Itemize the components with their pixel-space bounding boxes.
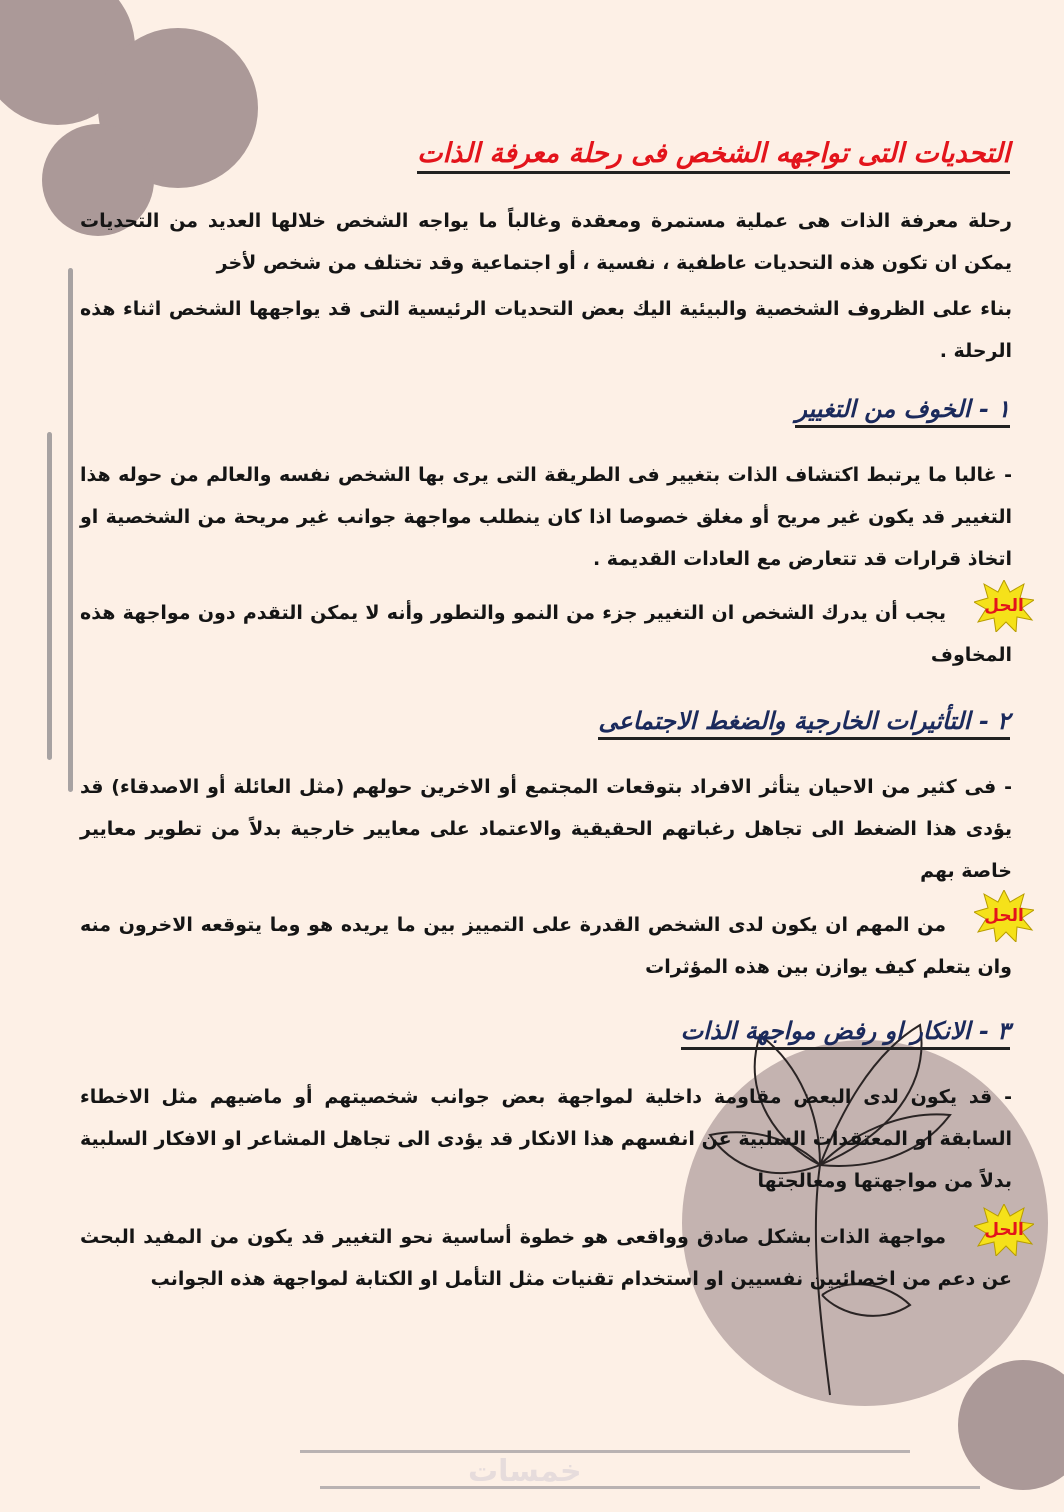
solution-text-2 [80, 904, 1012, 988]
decor-line-bottom-2 [320, 1486, 980, 1489]
section-body-1: - غالبا ما يرتبط اكتشاف الذات بتغيير فى الطريقة التى يرى بها الشخص نفسه والعالم من حوله هذا التغيير قد يكون غير مريح أو مغلق خصوصا اذا كان ينطلب مواجهة جوانب غير مريحة من الشخصية او اتخاذ قرارات قد تتعارض مع العادات القديمة . [80, 464, 1012, 570]
page-title: التحديات التى تواجهه الشخص فى رحلة معرفة الذات [417, 138, 1010, 174]
solution-label-1: الحل [984, 596, 1024, 616]
watermark: خمسات [468, 1454, 582, 1489]
solution-text-1 [80, 592, 1012, 676]
intro-paragraph-1: رحلة معرفة الذات هى عملية مستمرة ومعقدة وغالباً ما يواجه الشخص خلالها العديد من التحديات يمكن ان تكون هذه التحديات عاطفية ، نفسية ، أو اجتماعية وقد تختلف من شخص لأخر [80, 210, 1012, 274]
flower-line-art [700, 995, 960, 1415]
intro-paragraph-2: بناء على الظروف الشخصية والبيئية اليك بعض التحديات الرئيسية التى قد يواجهها الشخص اثناء هذه الرحلة . [80, 298, 1012, 362]
solution-text-3-content: مواجهة الذات بشكل صادق وواقعى هو خطوة أساسية نحو التغيير قد يكون من المفيد البحث عن دعم من اخصائيين نفسيين او استخدام تقنيات مثل التأمل او الكتابة لمواجهة هذه الجوانب [80, 1226, 1012, 1290]
solution-text-3 [80, 1216, 1012, 1300]
solution-text-1-content: يجب أن يدرك الشخص ان التغيير جزء من النمو والتطور وأنه لا يمكن التقدم دون مواجهة هذه المخاوف [80, 602, 1012, 666]
decor-circle-bottom-small [958, 1360, 1064, 1490]
section-heading-1: ١ - الخوف من التغيير [795, 394, 1010, 428]
decor-line-left-tall [47, 432, 52, 760]
solution-label-2: الحل [984, 906, 1024, 926]
decor-line-left-short [68, 268, 73, 792]
solution-label-3: الحل [984, 1220, 1024, 1240]
section-heading-3: ٣ - الانكار او رفض مواجهة الذات [681, 1016, 1010, 1050]
solution-text-2-content: من المهم ان يكون لدى الشخص القدرة على التمييز بين ما يريده هو وما يتوقعه الاخرون منه وان يتعلم كيف يوازن بين هذه المؤثرات [80, 914, 1012, 978]
section-body-3: - قد يكون لدى البعض مقاومة داخلية لمواجهة بعض جوانب شخصيتهم أو ماضيهم مثل الاخطاء السابقة او المعتقدات السلبية عن انفسهم هذا الانكار قد يؤدى الى تجاهل المشاعر او الافكار السلبية بدلاً من مواجهتها ومعالجتها [80, 1086, 1012, 1192]
decor-line-bottom-1 [300, 1450, 910, 1453]
section-body-2: - فى كثير من الاحيان يتأثر الافراد بتوقعات المجتمع أو الاخرين حولهم (مثل العائلة أو الاصدقاء) قد يؤدى هذا الضغط الى تجاهل رغباتهم الحقيقية والاعتماد على معايير خارجية بدلاً من تطوير معايير خاصة بهم [80, 776, 1012, 882]
section-heading-2: ٢ - التأثيرات الخارجية والضغط الاجتماعى [598, 706, 1010, 740]
